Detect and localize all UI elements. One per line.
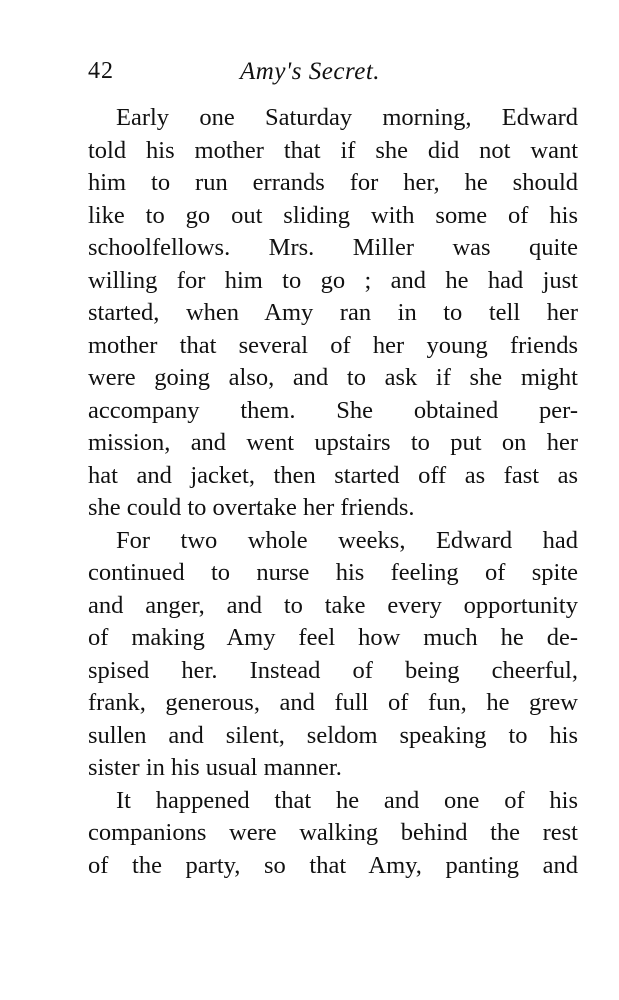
text-line: told his mother that if she did not want [88,136,578,164]
running-title: Amy's Secret. [240,58,381,85]
text-line: like to go out sliding with some of his [88,201,578,229]
text-line: For two whole weeks, Edward had [116,526,578,554]
page-header [88,58,578,90]
text-line: spised her. Instead of being cheerful, [88,656,578,684]
text-line: and anger, and to take every opportunity [88,591,578,619]
text-line: schoolfellows. Mrs. Miller was quite [88,234,578,261]
text-line: frank, generous, and full of fun, he grew [88,689,578,716]
text-line: companions were walking behind the rest [88,819,578,846]
text-line: continued to nurse his feeling of spite [88,559,578,586]
text-line: sullen and silent, seldom speaking to his [88,721,578,749]
text-line: of the party, so that Amy, panting and [88,851,578,879]
text-line: sister in his usual manner. [88,754,342,781]
text-line: mother that several of her young friends [88,331,578,359]
text-line: were going also, and to ask if she might [88,364,578,391]
text-line: Early one Saturday morning, Edward [116,104,578,131]
text-line: It happened that he and one of his [116,786,578,814]
text-line: of making Amy feel how much he de- [88,624,578,651]
body-text [88,102,578,882]
page-number: 42 [88,58,114,84]
text-line: hat and jacket, then started off as fast as [88,461,578,489]
text-line: started, when Amy ran in to tell her [88,299,578,326]
text-line: willing for him to go ; and he had just [88,266,578,294]
text-line: she could to overtake her friends. [88,494,415,521]
text-line: him to run errands for her, he should [88,169,578,196]
text-line: accompany them. She obtained per- [88,396,578,424]
text-line: mission, and went upstairs to put on her [88,429,578,456]
